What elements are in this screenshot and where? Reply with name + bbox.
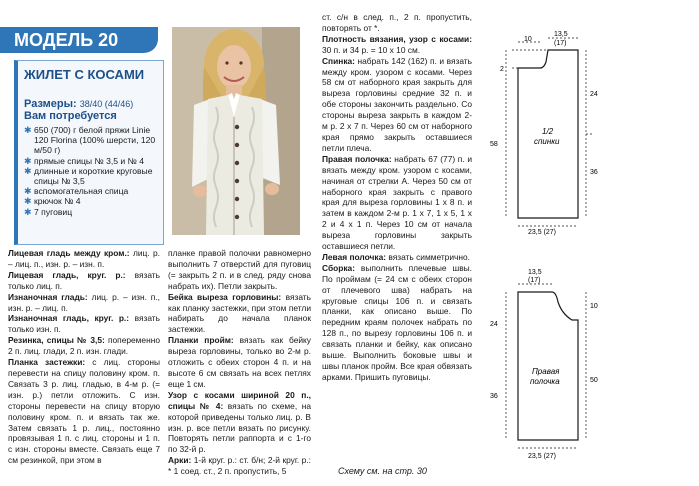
bullet-star-icon: ✱ (24, 155, 32, 166)
bullet-star-icon: ✱ (24, 206, 32, 217)
model-header (0, 27, 158, 53)
front-label-1: Правая (532, 367, 560, 376)
materials-item: ✱ длинные и короткие круговые спицы № 3,5 (24, 165, 153, 187)
back-dim-shoulder: 10 (524, 36, 532, 43)
garment-title: ЖИЛЕТ С КОСАМИ (24, 67, 145, 82)
text-column-3 (322, 12, 472, 383)
paragraph: Сборка: выполнить плечевые швы. По проймам (= 24 см с обеих сторон от плечевого шва) набрать на круговые спицы 106 п. и связать планки, как описано выше. По передним краям полочек набрать по 128 п., по вырезу горловины 106 п. и связать планки и бейку, как описано выше. Выполнить боковые швы и швы планок пройм. Все края обвязать арками. Пришить пуговицы. (322, 262, 472, 382)
paragraph: Бейка выреза горловины: вязать как планку застежки, при этом петли набирать до начала планок застежки. (168, 291, 312, 335)
materials-item: ✱ вспомогательная спица (24, 186, 129, 197)
need-label: Вам потребуется (24, 110, 117, 122)
paragraph: Узор с косами шириной 20 п., спицы № 4: вязать по схеме, на которой приведены только лиц. р. В изн. р. все петли вязать по рисунку. Повторять петли раппорта и с 1-го по 32-й р. (168, 389, 311, 455)
back-dim-bottom: 23,5 (27) (528, 229, 557, 236)
bullet-star-icon: ✱ (24, 165, 32, 176)
scheme-reference: Схему см. на стр. 30 (338, 466, 427, 476)
bullet-star-icon: ✱ (24, 186, 32, 197)
back-label-2: спинки (534, 137, 560, 146)
materials-item: ✱ прямые спицы № 3,5 и № 4 (24, 155, 144, 166)
text-column-2 (168, 248, 311, 477)
front-dim-side: 36 (490, 393, 498, 400)
paragraph: Лицевая гладь, круг. р.: вязать только лиц. п. (8, 269, 160, 291)
paragraph: Изнаночная гладь, круг. р.: вязать только изн. п. (8, 313, 161, 335)
text-column-1 (8, 248, 160, 466)
front-pattern-diagram (482, 262, 694, 462)
materials-card (14, 60, 164, 245)
paragraph: Резинка, спицы № 3,5: попеременно 2 п. лиц. глади, 2 п. изн. глади. (8, 335, 160, 357)
back-dim-neck: 13,5 (554, 31, 568, 38)
vest-photo-illustration (172, 27, 300, 235)
paragraph: Правая полочка: набрать 67 (77) п. и вязать между кром. узором с косами, начиная от стрелки А. Через 50 см от наборного края закрыть с правого края для выреза горловины 1 х 8 п. и затем в каждом 2-м р. 1 х 7, 1 х 5, 1 х 2 и 4 х 1 п. Через 10 см от начала выреза горловины закрыть оставшиеся петли. (322, 153, 472, 252)
front-dim-armhole: 24 (490, 321, 498, 328)
materials-item: ✱ 7 пуговиц (24, 206, 73, 217)
paragraph: Плотность вязания, узор с косами: 30 п. и 34 р. = 10 х 10 см. (322, 33, 472, 55)
back-dim-drop: 2 (500, 66, 504, 73)
paragraph: Арки: 1-й круг. р.: ст. б/н; 2-й круг. р.: * 1 соед. ст., 2 п. пропустить, 5 (168, 455, 311, 477)
paragraph: планке правой полочки равномерно выполнить 7 отверстий для пуговиц (= закрыть 2 п. и в след. ряду снова набрать их). Петли закрыть. (168, 248, 311, 291)
front-dim-height: 50 (590, 377, 598, 384)
front-dim-bottom: 23,5 (27) (528, 453, 557, 460)
back-dim-height: 58 (490, 141, 498, 148)
model-photo (172, 27, 300, 235)
paragraph: Спинка: набрать 142 (162) п. и вязать между кром. узором с косами. Через 58 см от наборного края закрыть для выреза горловины средние 32 п. и обе стороны закончить раздельно. Со стороны выреза закрыть в каждом 2-м р. 2 х 7 п. Через 60 см от наборного края прямо закрыть оставшиеся петли плеча. (322, 55, 472, 153)
back-dim-side: 36 (590, 169, 598, 176)
sizes-label: Размеры: (24, 98, 77, 110)
back-label-1: 1/2 (542, 127, 554, 136)
front-dim-neck-drop: 10 (590, 303, 598, 310)
back-dim-armhole: 24 (590, 91, 598, 98)
bullet-star-icon: ✱ (24, 125, 32, 135)
paragraph: Планки пройм: вязать как бейку выреза горловины, только во 2-м р. отложить с обеих сторон 4 п. и на высоте 6 см связать на всех петлях еще 1 см. (168, 335, 311, 389)
paragraph: Лицевая гладь между кром.: лиц. р. – лиц. п., изн. р. – изн. п. (8, 248, 161, 269)
materials-item: ✱ крючок № 4 (24, 196, 81, 207)
materials-list (24, 125, 158, 217)
materials-item: ✱ 650 (700) г белой пряжи Linie 120 Florina (100% шерсти, 120 м/50 г) (24, 125, 156, 156)
back-dim-neck-alt: (17) (554, 40, 567, 47)
paragraph: Левая полочка: вязать симметрично. (322, 251, 470, 262)
bullet-star-icon: ✱ (24, 196, 32, 207)
model-title: МОДЕЛЬ 20 (14, 30, 119, 50)
front-dim-top: 13,5 (528, 269, 542, 276)
paragraph: Планка застежки: с лиц. стороны перевести на спицу половину кром. п. Связать 3 р. лиц. гладью, в 4-м р. (= изн. р.) петли отложить. С изн. стороны перевести на спицу вторую половину кром. п. и вязать так же. Затем связать 1 р. лиц., постоянно провязывая 1 п. с лиц. стороны и 1 п. с изн. стороны вместе. Связать еще 7 см резинкой, при этом в (8, 357, 160, 466)
paragraph: Изнаночная гладь: лиц. р. – изн. п., изн. р. – лиц. п. (8, 291, 160, 313)
sizes-value: 38/40 (44/46) (79, 99, 134, 109)
front-dim-top-alt: (17) (528, 277, 541, 284)
front-label-2: полочка (530, 377, 560, 386)
back-pattern-diagram (482, 31, 694, 238)
paragraph: ст. с/н в след. п., 2 п. пропустить, повторять от *. (322, 12, 472, 33)
